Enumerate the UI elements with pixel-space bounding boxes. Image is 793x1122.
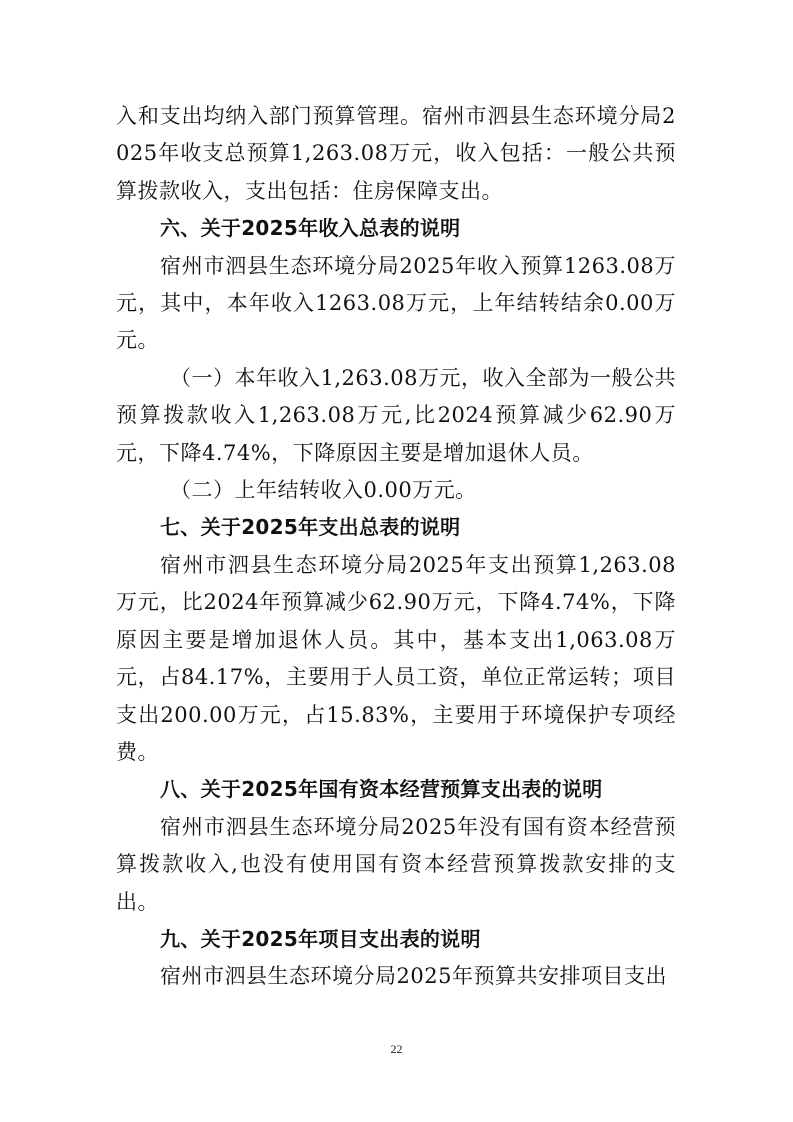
section-heading-7: 七、关于2025年支出总表的说明: [160, 515, 461, 540]
body-paragraph-current-year-income: （一）本年收入1,263.08万元，收入全部为一般公共预算拨款收入1,263.08万元,比2024预算减少62.90万元，下降4.74%，下降原因主要是增加退休人员。: [116, 365, 677, 465]
section-heading-9: 九、关于2025年项目支出表的说明: [160, 926, 481, 951]
section-heading-8: 八、关于2025年国有资本经营预算支出表的说明: [160, 777, 603, 802]
section-heading-6: 六、关于2025年收入总表的说明: [160, 216, 461, 241]
body-paragraph-state-capital: 宿州市泗县生态环境分局2025年没有国有资本经营预算拨款收入,也没有使用国有资本经营预算拨款安排的支出。: [116, 814, 676, 914]
body-paragraph-income-summary: 宿州市泗县生态环境分局2025年收入预算1263.08万元，其中，本年收入1263.08万元，上年结转结余0.00万元。: [116, 253, 676, 353]
page-number: 22: [390, 1042, 403, 1056]
body-paragraph-prior-year-carryover: （二）上年结转收入0.00万元。: [170, 478, 477, 503]
page-content: [116, 98, 676, 996]
body-paragraph-expenditure-summary: 宿州市泗县生态环境分局2025年支出预算1,263.08万元，比2024年预算减少62.90万元，下降4.74%，下降原因主要是增加退休人员。其中，基本支出1,063.08万元，占84.17%，主要用于人员工资，单位正常运转；项目支出200.00万元，占15.83%，主要用于环境保护专项经费。: [116, 552, 676, 764]
body-paragraph-project-expenditure: 宿州市泗县生态环境分局2025年预算共安排项目支出: [160, 964, 667, 989]
body-paragraph-continued: 入和支出均纳入部门预算管理。宿州市泗县生态环境分局2025年收支总预算1,263.08万元，收入包括：一般公共预算拨款收入，支出包括：住房保障支出。: [116, 104, 676, 203]
